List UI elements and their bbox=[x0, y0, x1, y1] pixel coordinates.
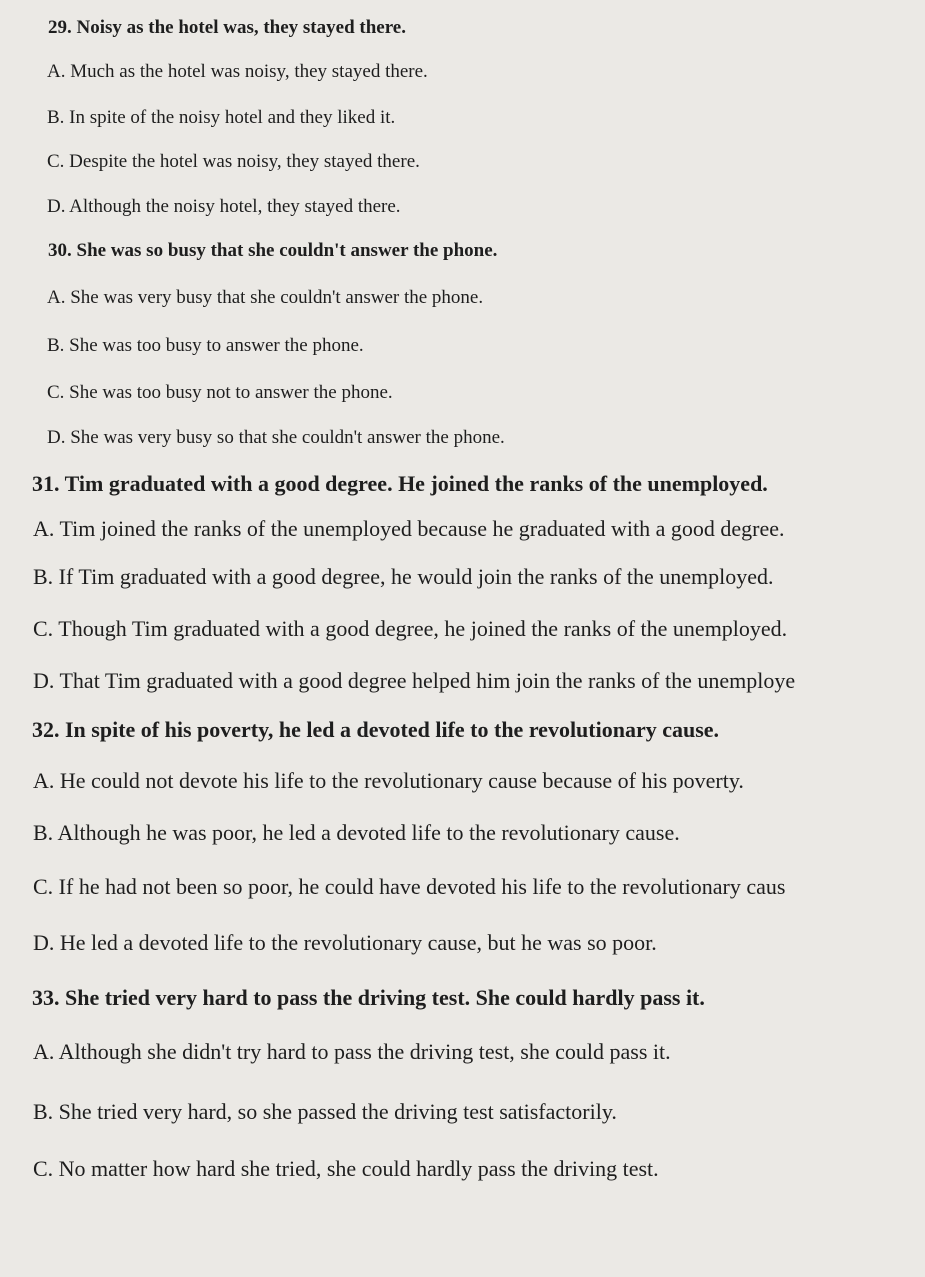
question-30-option-a: A. She was very busy that she couldn't answer the phone. bbox=[47, 287, 484, 308]
question-30-option-c: C. She was too busy not to answer the phone. bbox=[47, 382, 393, 403]
question-29-option-c: C. Despite the hotel was noisy, they stayed there. bbox=[47, 151, 420, 172]
question-29-option-b: B. In spite of the noisy hotel and they liked it. bbox=[47, 107, 396, 128]
question-32-option-a: A. He could not devote his life to the revolutionary cause because of his poverty. bbox=[33, 768, 744, 793]
question-31-option-d: D. That Tim graduated with a good degree helped him join the ranks of the unemploye bbox=[33, 668, 796, 693]
question-31-stem: 31. Tim graduated with a good degree. He joined the ranks of the unemployed. bbox=[32, 471, 768, 496]
question-29-option-a: A. Much as the hotel was noisy, they stayed there. bbox=[47, 61, 428, 82]
question-31-option-b: B. If Tim graduated with a good degree, he would join the ranks of the unemployed. bbox=[33, 564, 774, 589]
question-30-option-b: B. She was too busy to answer the phone. bbox=[47, 335, 364, 356]
question-32-option-b: B. Although he was poor, he led a devoted life to the revolutionary cause. bbox=[33, 820, 680, 845]
question-32-stem: 32. In spite of his poverty, he led a devoted life to the revolutionary cause. bbox=[32, 717, 720, 742]
question-32-option-d: D. He led a devoted life to the revolutionary cause, but he was so poor. bbox=[33, 930, 657, 955]
question-33-stem: 33. She tried very hard to pass the driving test. She could hardly pass it. bbox=[32, 985, 705, 1010]
question-31-option-a: A. Tim joined the ranks of the unemployed because he graduated with a good degree. bbox=[33, 516, 785, 541]
question-33-option-a: A. Although she didn't try hard to pass the driving test, she could pass it. bbox=[33, 1039, 671, 1064]
question-33-option-c: C. No matter how hard she tried, she could hardly pass the driving test. bbox=[33, 1156, 659, 1181]
question-30-stem: 30. She was so busy that she couldn't answer the phone. bbox=[48, 240, 498, 261]
question-32-option-c: C. If he had not been so poor, he could have devoted his life to the revolutionary caus bbox=[33, 874, 786, 899]
question-29-option-d: D. Although the noisy hotel, they stayed there. bbox=[47, 196, 401, 217]
question-31-option-c: C. Though Tim graduated with a good degree, he joined the ranks of the unemployed. bbox=[33, 616, 788, 641]
question-30-option-d: D. She was very busy so that she couldn't answer the phone. bbox=[47, 427, 505, 448]
question-33-option-b: B. She tried very hard, so she passed the driving test satisfactorily. bbox=[33, 1099, 617, 1124]
question-29-stem: 29. Noisy as the hotel was, they stayed there. bbox=[48, 17, 406, 38]
